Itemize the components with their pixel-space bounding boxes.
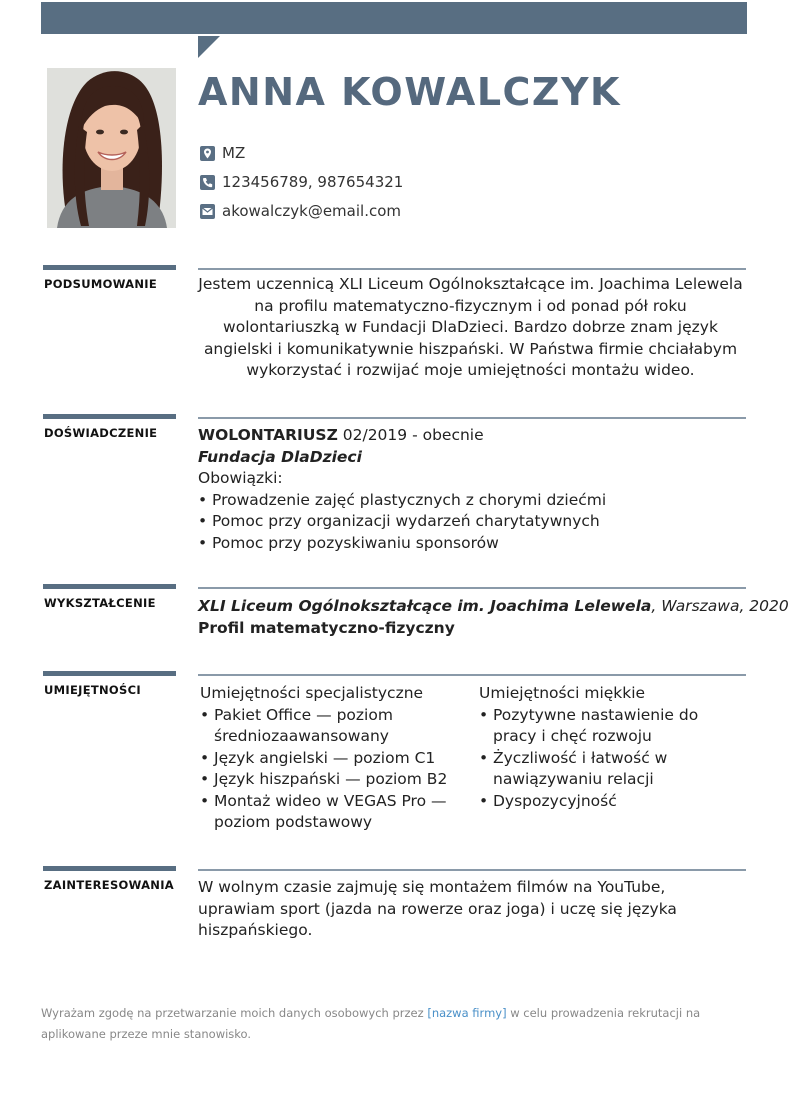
experience-entry <box>198 425 743 554</box>
section-accent <box>43 671 176 676</box>
gdpr-consent-note <box>41 1003 721 1045</box>
education-school: XLI Liceum Ogólnokształcące im. Joachima Lelewela <box>198 597 652 615</box>
specialist-skills-title: Umiejętności specjalistyczne <box>200 684 424 702</box>
profile-photo <box>47 68 176 228</box>
list-item: • Prowadzenie zajęć plastycznych z chorymi dziećmi <box>198 490 743 512</box>
experience-title-line <box>198 425 743 447</box>
list-item: • Pakiet Office — poziom średniozaawansowany <box>200 705 455 748</box>
section-accent <box>43 265 176 270</box>
specialist-skills-list <box>200 705 455 834</box>
interests-heading: ZAINTERESOWANIA <box>44 878 174 892</box>
interests-text: W wolnym czasie zajmuję się montażem filmów na YouTube, uprawiam sport (jazda na rowerze oraz joga) i uczę się języka hiszpańskiego. <box>198 878 677 939</box>
soft-skills-title: Umiejętności miękkie <box>479 684 646 702</box>
phone-icon <box>200 175 215 190</box>
header-bar <box>41 2 747 34</box>
list-item: • Pomoc przy pozyskiwaniu sponsorów <box>198 533 743 555</box>
experience-heading: DOŚWIADCZENIE <box>44 426 158 440</box>
section-divider <box>198 869 746 871</box>
experience-dates: 02/2019 - obecnie <box>342 426 484 444</box>
contact-email <box>200 202 401 220</box>
experience-company: Fundacja DlaDzieci <box>198 447 362 466</box>
list-item: • Życzliwość i łatwość w nawiązywaniu relacji <box>479 748 714 791</box>
duties-label: Obowiązki: <box>198 469 283 487</box>
list-item: • Montaż wideo w VEGAS Pro — poziom podstawowy <box>200 791 455 834</box>
section-divider <box>198 268 746 270</box>
experience-role: WOLONTARIUSZ <box>198 426 338 444</box>
education-profile: Profil matematyczno-fizyczny <box>198 618 455 637</box>
list-item: • Pozytywne nastawienie do pracy i chęć rozwoju <box>479 705 714 748</box>
consent-text-after: w celu prowadzenia rekrutacji na aplikowane przeze mnie stanowisko. <box>41 1006 701 1041</box>
specialist-skills <box>200 683 455 834</box>
list-item: • Język angielski — poziom C1 <box>200 748 455 770</box>
summary-heading: PODSUMOWANIE <box>44 277 158 291</box>
education-heading: WYKSZTAŁCENIE <box>44 596 156 610</box>
company-name-placeholder: [nazwa firmy] <box>427 1006 507 1020</box>
envelope-icon <box>200 204 215 219</box>
location-pin-icon <box>200 146 215 161</box>
contact-location <box>200 144 245 162</box>
skills-heading: UMIEJĘTNOŚCI <box>44 683 141 697</box>
location-text: MZ <box>222 144 246 162</box>
section-accent <box>43 414 176 419</box>
education-school-line <box>198 596 789 618</box>
education-place-year: , Warszawa, 2020 <box>651 597 789 615</box>
soft-skills-list <box>479 705 714 813</box>
section-accent <box>43 584 176 589</box>
summary-text: Jestem uczennicą XLI Liceum Ogólnokształcące im. Joachima Lelewela na profilu matematyczno-fizycznym i od ponad pół roku wolontariuszką w Fundacji DlaDzieci. Bardzo dobrze znam język angielski i komunikatywnie hiszpański. W Państwa firmie chciałabym wykorzystać i rozwijać moje umiejętności montażu wideo. <box>198 275 743 379</box>
header-corner-triangle <box>198 36 220 58</box>
section-divider <box>198 674 746 676</box>
duties-list <box>198 490 743 555</box>
email-text: akowalczyk@email.com <box>222 202 402 220</box>
consent-text-before: Wyrażam zgodę na przetwarzanie moich danych osobowych przez <box>41 1006 428 1020</box>
section-accent <box>43 866 176 871</box>
candidate-name: ANNA KOWALCZYK <box>198 70 621 114</box>
soft-skills <box>479 683 714 812</box>
list-item: • Dyspozycyjność <box>479 791 714 813</box>
contact-phone <box>200 173 403 191</box>
section-divider <box>198 587 746 589</box>
education-entry <box>198 596 789 639</box>
list-item: • Pomoc przy organizacji wydarzeń charytatywnych <box>198 511 743 533</box>
phone-text: 123456789, 987654321 <box>222 173 404 191</box>
list-item: • Język hiszpański — poziom B2 <box>200 769 455 791</box>
section-divider <box>198 417 746 419</box>
